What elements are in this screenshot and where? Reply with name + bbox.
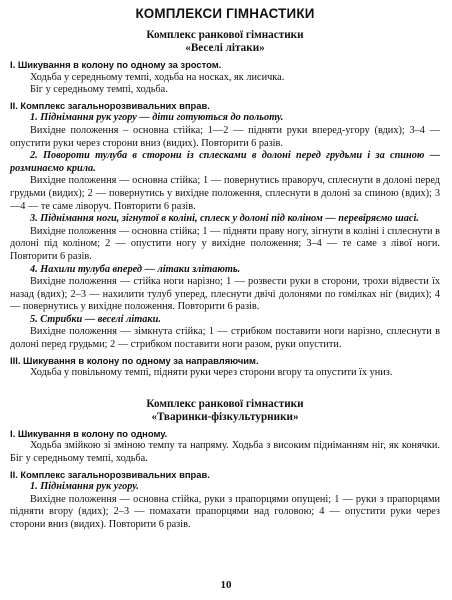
complex-subtitle: «Тваринки-фізкультурники» xyxy=(151,410,299,423)
page-title: КОМПЛЕКСИ ГІМНАСТИКИ xyxy=(135,6,315,21)
exercise-title: 1. Піднімання рук угору. xyxy=(30,481,139,493)
section-title: ІІ. Комплекс загальнорозвивальних вправ. xyxy=(10,468,210,480)
exercise-title: 2. Повороти тулуба в сторони із сплесками в долоні перед грудьми і за спиною — розминаємо крила. xyxy=(10,150,440,174)
exercise-title: 5. Стрибки — веселі літаки. xyxy=(30,313,161,325)
paragraph: Ходьба змійкою зі зміною темпу та напряму. Ходьба з високим підніманням ніг, як конячки. Біг у середньому темпі, ходьба. xyxy=(10,440,440,465)
exercise-text: Вихідне положення — основна стійка, руки з прапорцями опущені; 1 — руки з прапорцями підняти вгору (вдих); 2–3 — помахати прапорцями над головою; 4 — опустити руки через сторони вниз (видих). Повторити 6 разів. xyxy=(10,493,440,530)
section-title: ІІІ. Шикування в колону по одному за направляючим. xyxy=(10,354,259,366)
exercise-text: Вихідне положення — стійка ноги нарізно; 1 — розвести руки в сторони, трохи відвести їх назад (вдих); 2–3 — нахилити тулуб уперед, плеснути двічі долонями по гомілках ніг (видих); 4 — повернутись у вихідне положення. Повторити 6 разів. xyxy=(10,276,440,313)
exercise-text: Вихідне положення — основна стійка; 1 — повернутись праворуч, сплеснути в долоні перед грудьми (видих); 2 — повернутись у вихідне положення, сплеснути в долоні за спиною (вдих); 3—4 — те саме ліворуч. Повторити 6 разів. xyxy=(10,175,440,212)
exercise-text: Вихідне положення – основна стійка; 1—2 — підняти руки вперед-угору (вдих); 3–4 — опустити руки через сторони вниз (видих). Повторити 6 разів. xyxy=(10,124,440,149)
exercise-text: Вихідне положення — зімкнута стійка; 1 — стрибком поставити ноги нарізно, сплеснути в долоні перед грудьми; 2 — стрибком поставити ноги разом, руки опустити. xyxy=(10,326,440,351)
section-title: ІІ. Комплекс загальнорозвивальних вправ. xyxy=(10,99,210,111)
complex-heading: Комплекс ранкової гімнастики xyxy=(146,397,304,410)
page-number: 10 xyxy=(220,579,232,591)
complex-subtitle: «Веселі літаки» xyxy=(185,42,265,54)
paragraph: Ходьба у середньому темпі, ходьба на носках, як лисичка. xyxy=(30,71,285,83)
section-title: І. Шикування в колону по одному. xyxy=(10,427,168,439)
exercise-title: 3. Піднімання ноги, зігнутої в коліні, сплеск у долоні під коліном — перевіряємо шасі. xyxy=(30,213,419,225)
paragraph: Ходьба у повільному темпі, підняти руки через сторони вгору та опустити їх униз. xyxy=(30,367,393,379)
complex-heading: Комплекс ранкової гімнастики xyxy=(146,29,304,41)
complex-veseli-litaky xyxy=(10,29,440,380)
complex-tvarynky xyxy=(10,398,440,532)
section-title: І. Шикування в колону по одному за зростом. xyxy=(10,59,222,70)
exercise-title: 4. Нахили тулуба вперед — літаки злітають. xyxy=(30,263,241,275)
paragraph: Біг у середньому темпі, ходьба. xyxy=(30,84,168,96)
exercise-text: Вихідне положення — основна стійка; 1 — підняти праву ногу, зігнути в коліні і сплеснути в долоні під коліном; 2 — опустити ногу у вихідне положення; 3–4 — те саме з лівої ноги. Повторити 6 разів. xyxy=(10,225,440,262)
exercise-title: 1. Піднімання рук угору — діти готуються до польоту. xyxy=(30,112,284,124)
